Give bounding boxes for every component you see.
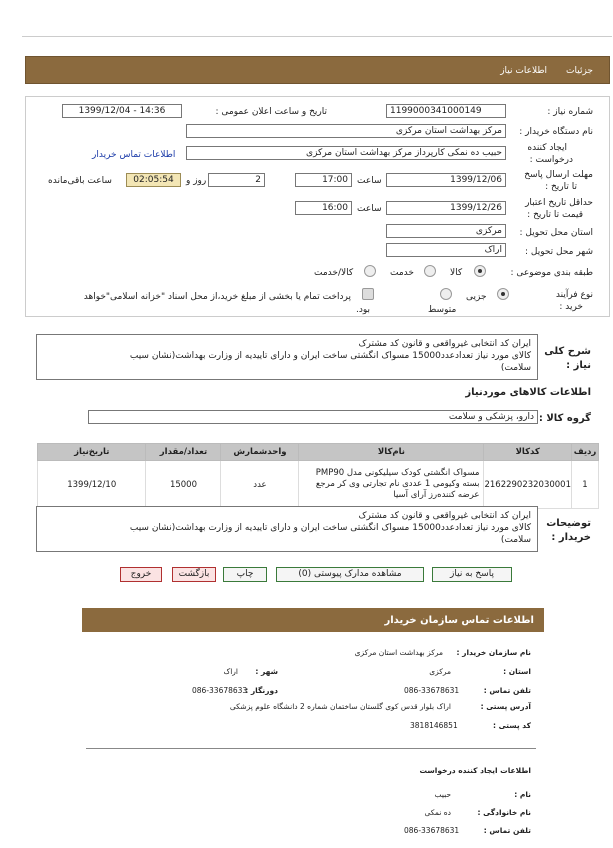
announce-label: تاریخ و ساعت اعلان عمومی : [215,107,327,117]
process-label-1: نوع فرآیند [555,290,593,300]
creator-info-title: اطلاعات ایجاد کننده درخواست [419,766,531,775]
col-code: کدکالا [484,444,572,461]
city-field[interactable]: اراک [386,243,506,257]
page-header [25,56,610,84]
tab-details[interactable]: جزئیات [566,66,593,76]
deadline-date-field[interactable]: 1399/12/06 [386,173,506,187]
deadline-label-2: تا تاریخ : [545,182,577,192]
contact-header [82,608,544,632]
contact-province-value: مرکزی [429,667,451,676]
group-field[interactable]: دارو، پزشکی و سلامت [88,410,538,424]
summary-line-2: کالای مورد نیاز تعدادعدد15000 مسواک انگشتی ساخت ایران و دارای تاییدیه از وزارت بهداشت(نشان سیب [129,351,531,361]
table-row[interactable] [38,461,599,509]
days-label: روز و [186,176,207,186]
summary-box [36,334,538,380]
contact-postal-value: 3818146851 [410,721,458,730]
contact-city-value: اراک [223,667,238,676]
contact-phone-label: تلفن تماس : [483,686,531,695]
creator-name-value: حبیب [434,790,451,799]
cell-name: مسواک انگشتی کودک سیلیکونی مدل PMP90 بسته وکیومی 1 عددی نام تجارتی وی کر مرجع عرضه کننده‌رز آرای آسیا [299,461,484,509]
contact-fax-value: 086-33678633 [192,686,248,695]
col-row: ردیف [572,444,599,461]
tab-need-info[interactable]: اطلاعات نیاز [500,66,547,76]
contact-title: اطلاعات تماس سازمان خریدار [384,615,534,626]
col-date: تاریخ‌نیاز [38,444,146,461]
treasury-checkbox[interactable] [362,288,374,300]
need-number-label: شماره نیاز : [547,107,593,117]
contact-org-label: نام سازمان خریدار : [456,648,531,657]
summary-line-1: ایران کد انتخابی غیرواقعی و قانون کد مشترک [358,339,531,349]
buyer-org-field[interactable]: مرکز بهداشت استان مرکزی [186,124,506,138]
radio-service-label: خدمت [390,268,414,278]
summary-line-3: سلامت) [500,363,531,373]
contact-postal-label: کد پستی : [492,721,531,730]
col-unit: واحدشمارش [221,444,299,461]
validity-label-1: حداقل تاریخ اعتبار [525,198,593,208]
province-field[interactable]: مرکزی [386,224,506,238]
contact-city-label: شهر : [255,667,278,676]
cell-code: 2162290232030001 [484,461,572,509]
print-button[interactable]: چاپ [223,567,267,582]
radio-goods-label: کالا [450,268,463,278]
buyer-contact-link[interactable]: اطلاعات تماس خریدار [92,150,176,160]
buyer-desc-label-2: خریدار : [551,532,591,543]
remaining-timer: 02:05:54 [126,173,181,187]
buyer-org-label: نام دستگاه خریدار : [519,127,593,137]
deadline-time-field[interactable]: 17:00 [295,173,352,187]
radio-process-medium-label: متوسط [428,305,457,315]
process-label-2: خرید : [559,302,583,312]
validity-time-field[interactable]: 16:00 [295,201,352,215]
top-divider [22,36,612,37]
back-button[interactable]: بازگشت [172,567,216,582]
radio-goods-service[interactable] [364,265,376,277]
deadline-time-label: ساعت [357,176,382,186]
validity-label-2: قیمت تا تاریخ : [527,210,583,220]
attachments-button[interactable]: مشاهده مدارک پیوستی (0) [276,567,424,582]
contact-address-label: آدرس پستی : [480,702,531,711]
creator-phone-value: 086-33678631 [404,826,460,835]
summary-label-2: نیاز : [566,360,591,371]
cell-unit: عدد [221,461,299,509]
radio-process-partial[interactable] [497,288,509,300]
creator-family-value: ده نمکی [424,808,451,817]
col-qty: تعداد/مقدار [146,444,221,461]
cell-qty: 15000 [146,461,221,509]
radio-process-partial-label: جزیی [466,292,487,302]
days-field[interactable]: 2 [208,173,265,187]
city-label: شهر محل تحویل : [524,247,593,257]
items-table-header [38,444,599,461]
need-number-field[interactable]: 1199000341000149 [386,104,506,118]
radio-goods-service-label: کالا/خدمت [314,268,354,278]
deadline-label-1: مهلت ارسال پاسخ [524,170,593,180]
announce-field[interactable]: 1399/12/04 - 14:36 [62,104,182,118]
payment-note-2: بود. [356,305,371,315]
remaining-label: ساعت باقی‌مانده [48,176,112,186]
contact-divider [86,748,536,749]
creator-label-2: درخواست : [529,155,573,165]
exit-button[interactable]: خروج [120,567,162,582]
buyer-desc-line-3: سلامت) [500,535,531,545]
buyer-desc-box [36,506,538,552]
validity-time-label: ساعت [357,204,382,214]
creator-name-label: نام : [514,790,531,799]
radio-process-medium[interactable] [440,288,452,300]
group-label: گروه کالا : [538,413,591,424]
goods-info-title: اطلاعات کالاهای موردنیاز [465,387,591,398]
radio-service[interactable] [424,265,436,277]
buyer-desc-line-1: ایران کد انتخابی غیرواقعی و قانون کد مشترک [358,511,531,521]
summary-label-1: شرح کلی [544,346,591,357]
buyer-desc-line-2: کالای مورد نیاز تعدادعدد15000 مسواک انگشتی ساخت ایران و دارای تاییدیه از وزارت بهداشت(نشان سیب [129,523,531,533]
cell-row: 1 [572,461,599,509]
creator-label-1: ایجاد کننده [527,143,567,153]
province-label: استان محل تحویل : [519,228,593,238]
payment-note-1: پرداخت تمام یا بخشی از مبلغ خرید،از محل اسناد "خزانه اسلامی"خواهد [83,292,351,302]
buyer-desc-label-1: توضیحات [546,518,591,529]
reply-button[interactable]: پاسخ به نیاز [432,567,512,582]
radio-goods[interactable] [474,265,486,277]
creator-family-label: نام خانوادگی : [477,808,531,817]
contact-province-label: استان : [503,667,531,676]
validity-date-field[interactable]: 1399/12/26 [386,201,506,215]
category-label: طبقه بندی موضوعی : [510,268,593,278]
contact-phone-value: 086-33678631 [404,686,460,695]
items-table [37,443,599,509]
col-name: نام‌کالا [299,444,484,461]
creator-phone-label: تلفن تماس : [483,826,531,835]
contact-address-value: اراک بلوار قدس کوی گلستان ساختمان شماره 2 دانشگاه علوم پزشکی [229,702,451,711]
contact-org-value: مرکز بهداشت استان مرکزی [354,648,443,657]
contact-fax-label: دورنگار : [245,686,278,695]
creator-field[interactable]: حبیب ده نمکی کارپرداز مرکز بهداشت استان مرکزی [186,146,506,160]
cell-date: 1399/12/10 [38,461,146,509]
